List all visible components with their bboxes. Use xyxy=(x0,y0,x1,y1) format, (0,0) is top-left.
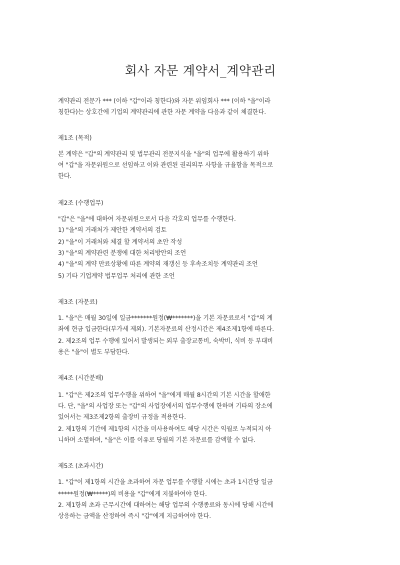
article-list-item: 1) "을"의 거래처가 제안한 계약서의 검토 xyxy=(58,227,167,235)
article-line: 다. 단, "을"의 사업장 또는 "갑"의 사업장에서의 업무수행에 한하며 기타의 장소에 xyxy=(58,402,273,410)
document-title: 회사 자문 계약서_계약관리 xyxy=(124,63,277,78)
article-4 xyxy=(58,373,343,446)
article-line: 상응하는 금액을 산정하여 즉시 "갑"에게 지급하여야 한다. xyxy=(58,513,211,521)
article-heading: 제3조 (자문료) xyxy=(58,298,98,306)
article-line: 2. 제1항의 기간에 제1항의 시간을 미사용하여도 해당 시간은 익월로 누적되지 아 xyxy=(58,425,272,433)
article-list-item: 2) "을"이 거래처와 체결 할 계약서의 초안 작성 xyxy=(58,238,183,246)
article-list-item: 5) 기타 기업계약 법무업무 처리에 관한 조언 xyxy=(58,272,175,280)
article-line: 2. 제1항의 초과 근무시간에 대하여는 해당 업무의 수행종료와 동시에 당해 시간에 xyxy=(58,502,274,510)
article-1 xyxy=(58,133,343,183)
article-line: 좌에 현금 입금한다(부가세 제외). 기본자문료의 산정시간은 제4조제1항에 따른다. xyxy=(58,326,275,334)
intro-paragraph xyxy=(58,96,343,119)
article-line: 2. 제2조의 업무 수행에 있어서 발생되는 외부 출장교통비, 숙박비, 식비 등 부대비 xyxy=(58,337,274,345)
article-line: "갑"은 "을"에 대하여 자문위원으로서 다음 각호의 업무를 수행한다. xyxy=(58,216,236,224)
intro-line: 계약관리 전문가 *** (이하 "갑"이라 칭한다)와 자문 위임회사 *** (이하 "을"이라 xyxy=(58,98,271,105)
article-line: 1. "갑"은 제2조의 업무수행을 위하여 "을"에게 매월 8시간의 기본 시간을 할애한 xyxy=(58,391,271,399)
article-heading: 제1조 (목적) xyxy=(58,134,92,142)
article-3 xyxy=(58,297,343,358)
article-5 xyxy=(58,461,343,522)
article-line: *****원정(₩*****)의 비용을 "갑"에게 지불하여야 한다. xyxy=(58,490,207,498)
article-list-item: 3) "을"의 계약관련 분쟁에 대한 처리방안의 조언 xyxy=(58,249,187,257)
article-list-item: 4) "을"의 계약 만료상황에 따른 계약의 재갱신 등 후속조치등 계약관리 조언 xyxy=(58,261,258,269)
article-2 xyxy=(58,198,343,282)
article-line: 한다. xyxy=(58,173,72,181)
intro-line: 칭한다)는 상호간에 기업의 계약관리에 관한 자문 계약을 다음과 같이 체결한다. xyxy=(58,109,266,117)
article-line: 용은 "을"이 별도 부담한다. xyxy=(58,349,130,357)
article-heading: 제2조 (수행업무) xyxy=(58,199,104,207)
article-line: 1. "갑"이 제1항의 시간을 초과하여 자문 업무를 수행할 시에는 초과 1시간당 일금 xyxy=(58,479,273,487)
article-line: 있어서는 제3조제2항의 출장비 규정을 적용한다. xyxy=(58,414,186,422)
article-line: 본 계약은 "갑"의 계약관리 및 법무관리 전문지식을 "을"의 업무에 활용하기 위하 xyxy=(58,150,269,158)
article-line: 여 "갑"을 자문위원으로 선임하고 이와 관련된 권리의무 사항을 규율함을 목적으로 xyxy=(58,162,274,170)
article-heading: 제4조 (시간분배) xyxy=(58,375,104,383)
article-line: 1. "을"은 매월 30일에 일금*******원정(₩*******)을 기본 자문료로서 "갑"의 계 xyxy=(58,315,273,323)
article-heading: 제5조 (초과시간) xyxy=(58,463,104,471)
article-line: 니하며 소멸하며, "을"은 이를 이유로 당월의 기본 자문료를 감액할 수 없다. xyxy=(58,436,256,444)
